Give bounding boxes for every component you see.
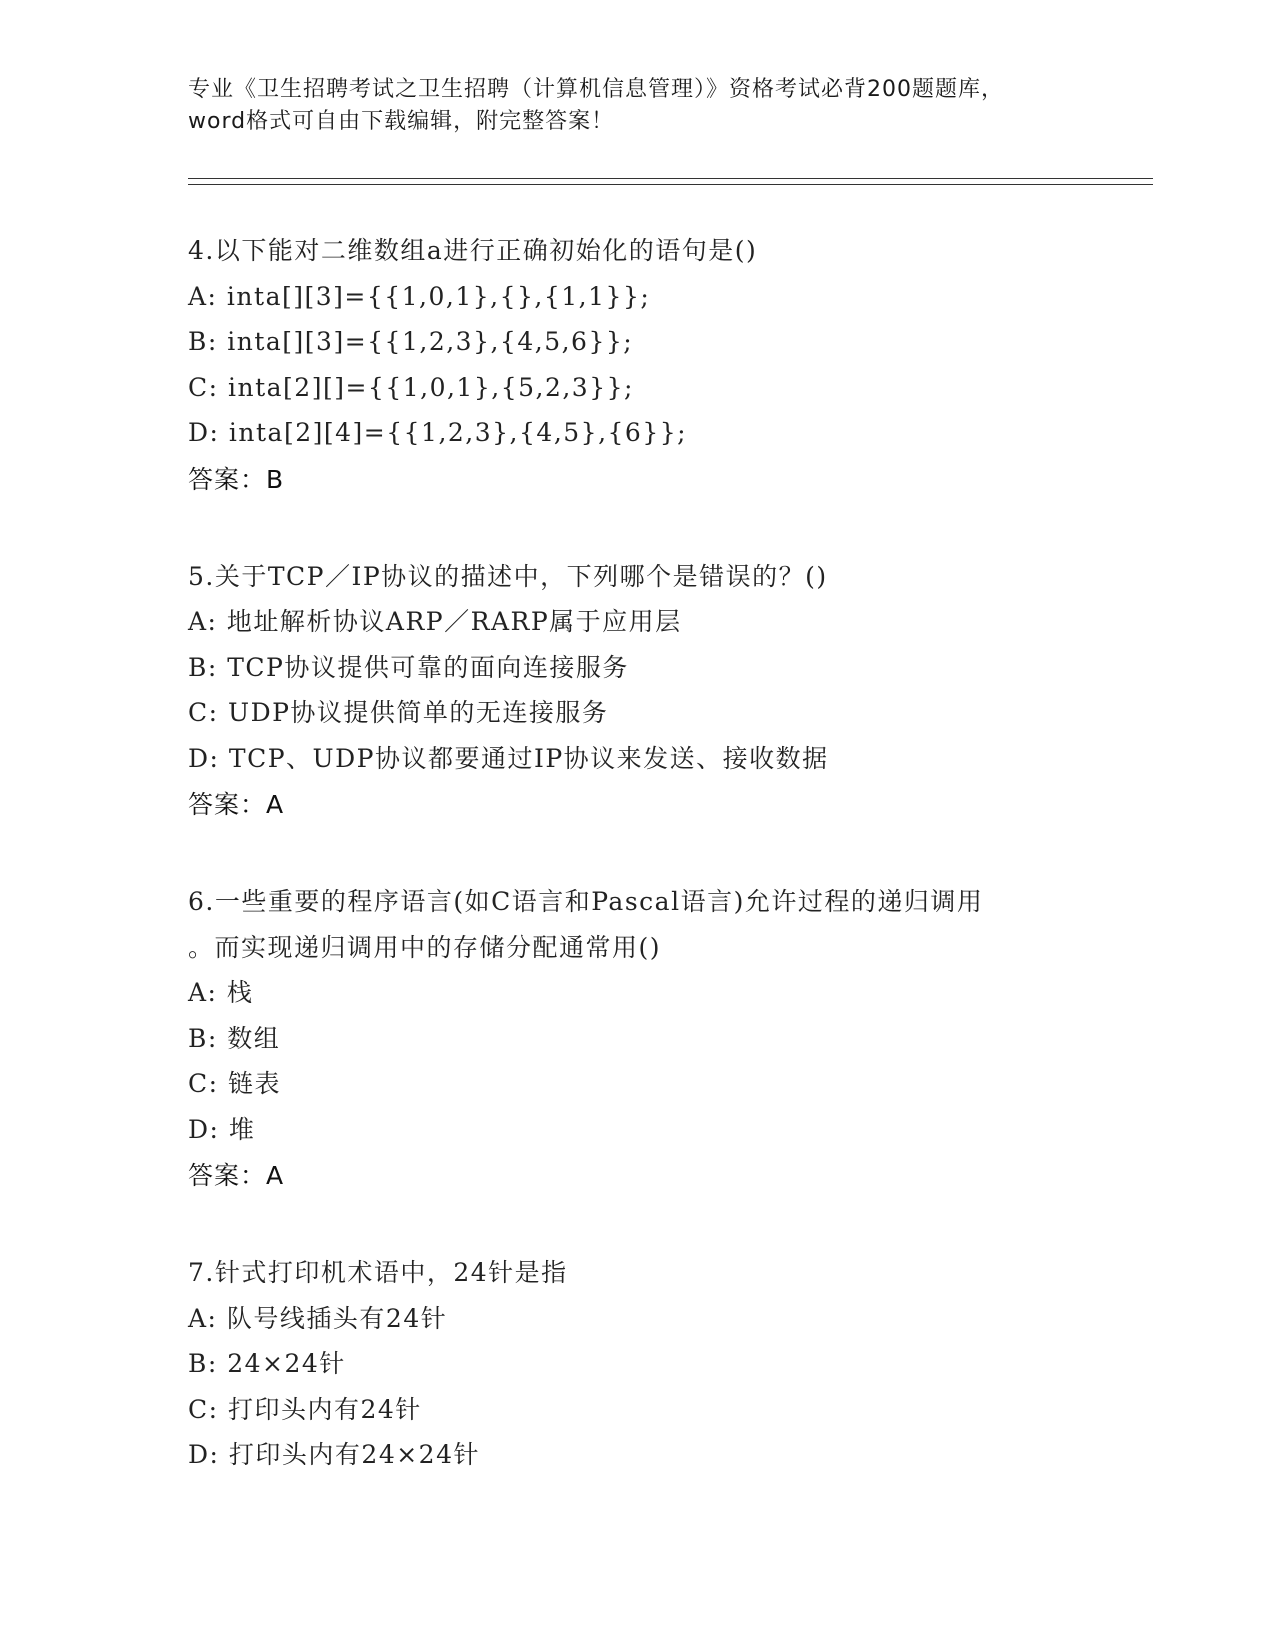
option-a: A: 地址解析协议ARP／RARP属于应用层 [188,607,682,636]
question-4 [188,228,1108,503]
question-7 [188,1250,1108,1478]
question-5 [188,554,1108,829]
option-b: B: 24×24针 [188,1349,346,1378]
answer-label: 答案：A [188,1161,285,1190]
question-stem: 7.针式打印机术语中，24针是指 [188,1258,568,1287]
question-stem: 4.以下能对二维数组a进行正确初始化的语句是() [188,236,758,265]
option-c: C: inta[2][]={{1,0,1},{5,2,3}}; [188,372,634,402]
option-c: C: 打印头内有24针 [188,1394,422,1424]
option-b: B: TCP协议提供可靠的面向连接服务 [188,652,629,682]
question-stem: 5.关于TCP／IP协议的描述中，下列哪个是错误的？() [188,561,828,591]
document-header [188,74,1088,138]
header-line-1: 专业《卫生招聘考试之卫生招聘（计算机信息管理）》资格考试必背200题题库， [188,77,1004,102]
question-spacer [188,503,1108,554]
option-d: D: inta[2][4]={{1,2,3},{4,5},{6}}; [188,418,688,447]
option-a: A: 栈 [188,978,254,1007]
option-b: B: 数组 [188,1023,281,1053]
option-d: D: 堆 [188,1114,256,1144]
question-spacer [188,1199,1108,1250]
option-a: A: inta[][3]={{1,0,1},{},{1,1}}; [188,281,651,311]
question-stem: 6.一些重要的程序语言(如C语言和Pascal语言)允许过程的递归调用 [188,887,984,916]
option-c: C: UDP协议提供简单的无连接服务 [188,698,609,727]
option-b: B: inta[][3]={{1,2,3},{4,5,6}}; [188,327,634,356]
option-c: C: 链表 [188,1069,281,1098]
question-6 [188,879,1108,1199]
question-stem-continued: 。而实现递归调用中的存储分配通常用() [188,932,662,962]
header-line-2: word格式可自由下载编辑，附完整答案！ [188,109,615,134]
answer-label: 答案：A [188,790,285,819]
question-list [188,228,1108,1478]
option-d: D: TCP、UDP协议都要通过IP协议来发送、接收数据 [188,743,829,773]
answer-label: 答案：B [188,464,285,494]
option-a: A: 队号线插头有24针 [188,1303,448,1333]
header-divider-top [188,178,1153,179]
question-spacer [188,828,1108,879]
header-divider-bottom [188,184,1153,185]
option-d: D: 打印头内有24×24针 [188,1440,480,1469]
